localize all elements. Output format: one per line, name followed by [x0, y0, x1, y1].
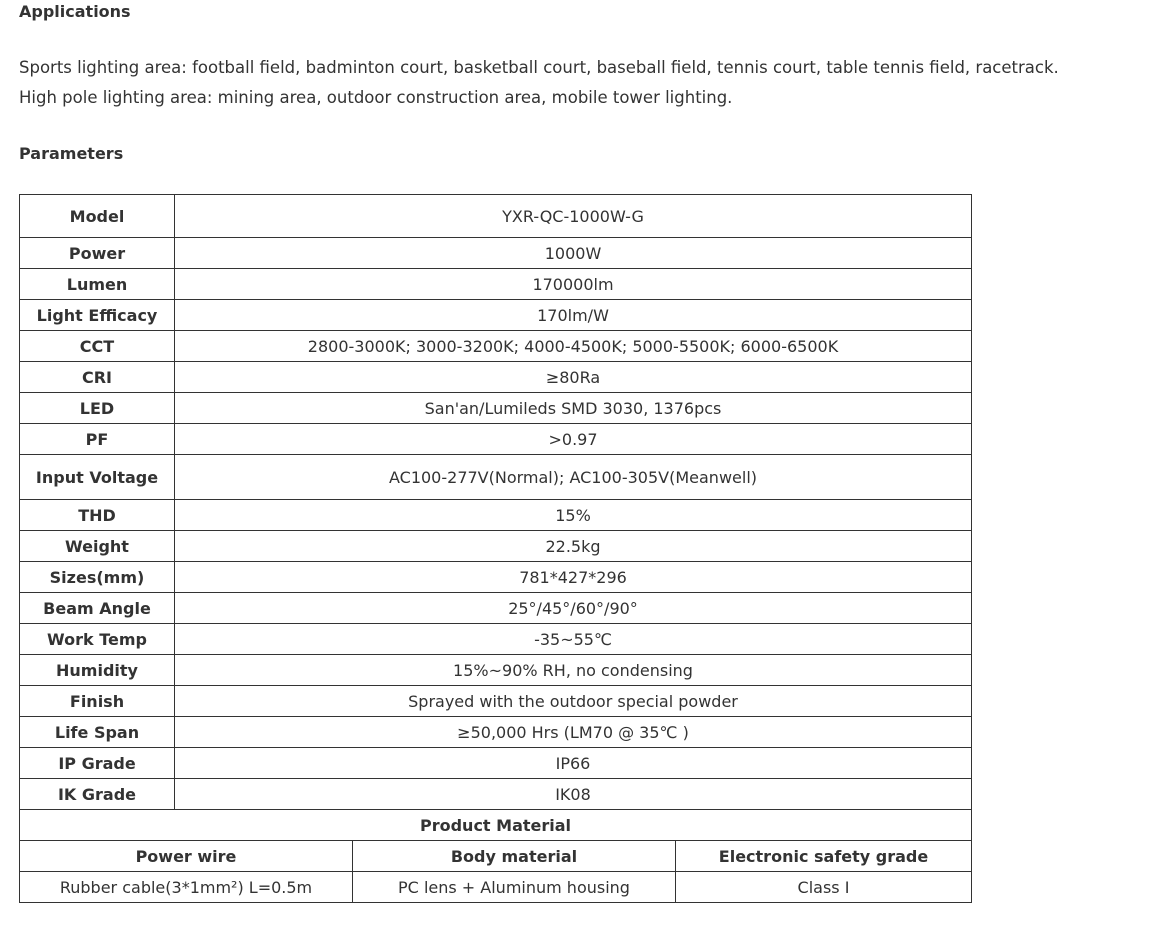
param-value: ≥50,000 Hrs (LM70 @ 35℃ ) [175, 717, 972, 748]
param-row-life-span [20, 717, 972, 748]
param-row-finish [20, 686, 972, 717]
param-value: 1000W [175, 238, 972, 269]
param-key: CCT [20, 331, 175, 362]
param-key: THD [20, 500, 175, 531]
param-key: IK Grade [20, 779, 175, 810]
param-value: 15% [175, 500, 972, 531]
material-header-body-material: Body material [353, 841, 676, 872]
param-row-humidity [20, 655, 972, 686]
param-value: 25°/45°/60°/90° [175, 593, 972, 624]
param-value: 2800-3000K; 3000-3200K; 4000-4500K; 5000-5500K; 6000-6500K [175, 331, 972, 362]
param-key: Power [20, 238, 175, 269]
param-row-input-voltage [20, 455, 972, 500]
param-value: >0.97 [175, 424, 972, 455]
applications-line-sports: Sports lighting area: football field, badminton court, basketball court, baseball field, tennis court, table tennis field, racetrack. [19, 58, 1059, 77]
param-value: 170000lm [175, 269, 972, 300]
material-value-row [20, 872, 972, 903]
param-key: IP Grade [20, 748, 175, 779]
applications-line-high-pole: High pole lighting area: mining area, outdoor construction area, mobile tower lighting. [19, 88, 733, 107]
param-value: IP66 [175, 748, 972, 779]
param-row-weight [20, 531, 972, 562]
param-row-pf [20, 424, 972, 455]
param-value: ≥80Ra [175, 362, 972, 393]
param-key: Model [20, 195, 175, 238]
param-row-power [20, 238, 972, 269]
param-key: Beam Angle [20, 593, 175, 624]
param-key: CRI [20, 362, 175, 393]
applications-heading: Applications [19, 2, 131, 21]
param-value: San'an/Lumileds SMD 3030, 1376pcs [175, 393, 972, 424]
param-row-cri [20, 362, 972, 393]
param-row-cct [20, 331, 972, 362]
material-value-power-wire: Rubber cable(3*1mm²) L=0.5m [20, 872, 353, 903]
param-key: Lumen [20, 269, 175, 300]
param-key: Finish [20, 686, 175, 717]
param-value: 170lm/W [175, 300, 972, 331]
param-value: 15%~90% RH, no condensing [175, 655, 972, 686]
param-value: Sprayed with the outdoor special powder [175, 686, 972, 717]
param-key: Light Efficacy [20, 300, 175, 331]
param-key: Input Voltage [20, 455, 175, 500]
param-key: PF [20, 424, 175, 455]
param-row-ip-grade [20, 748, 972, 779]
material-header-power-wire: Power wire [20, 841, 353, 872]
param-key: Weight [20, 531, 175, 562]
material-header-row [20, 841, 972, 872]
param-row-beam-angle [20, 593, 972, 624]
param-row-thd [20, 500, 972, 531]
param-row-ik-grade [20, 779, 972, 810]
param-value: -35~55℃ [175, 624, 972, 655]
param-row-lumen [20, 269, 972, 300]
param-value: 22.5kg [175, 531, 972, 562]
param-key: Life Span [20, 717, 175, 748]
material-value-body-material: PC lens + Aluminum housing [353, 872, 676, 903]
param-value: AC100-277V(Normal); AC100-305V(Meanwell) [175, 455, 972, 500]
parameters-table [19, 194, 972, 903]
param-row-led [20, 393, 972, 424]
material-title-row [20, 810, 972, 841]
param-value: 781*427*296 [175, 562, 972, 593]
param-value: IK08 [175, 779, 972, 810]
param-row-light-efficacy [20, 300, 972, 331]
param-key: Work Temp [20, 624, 175, 655]
material-header-safety-grade: Electronic safety grade [676, 841, 972, 872]
param-row-model [20, 195, 972, 238]
product-material-title: Product Material [20, 810, 972, 841]
param-row-sizes [20, 562, 972, 593]
param-key: Sizes(mm) [20, 562, 175, 593]
parameters-heading: Parameters [19, 144, 124, 163]
param-key: LED [20, 393, 175, 424]
param-key: Humidity [20, 655, 175, 686]
param-value: YXR-QC-1000W-G [175, 195, 972, 238]
param-row-work-temp [20, 624, 972, 655]
material-value-safety-grade: Class I [676, 872, 972, 903]
